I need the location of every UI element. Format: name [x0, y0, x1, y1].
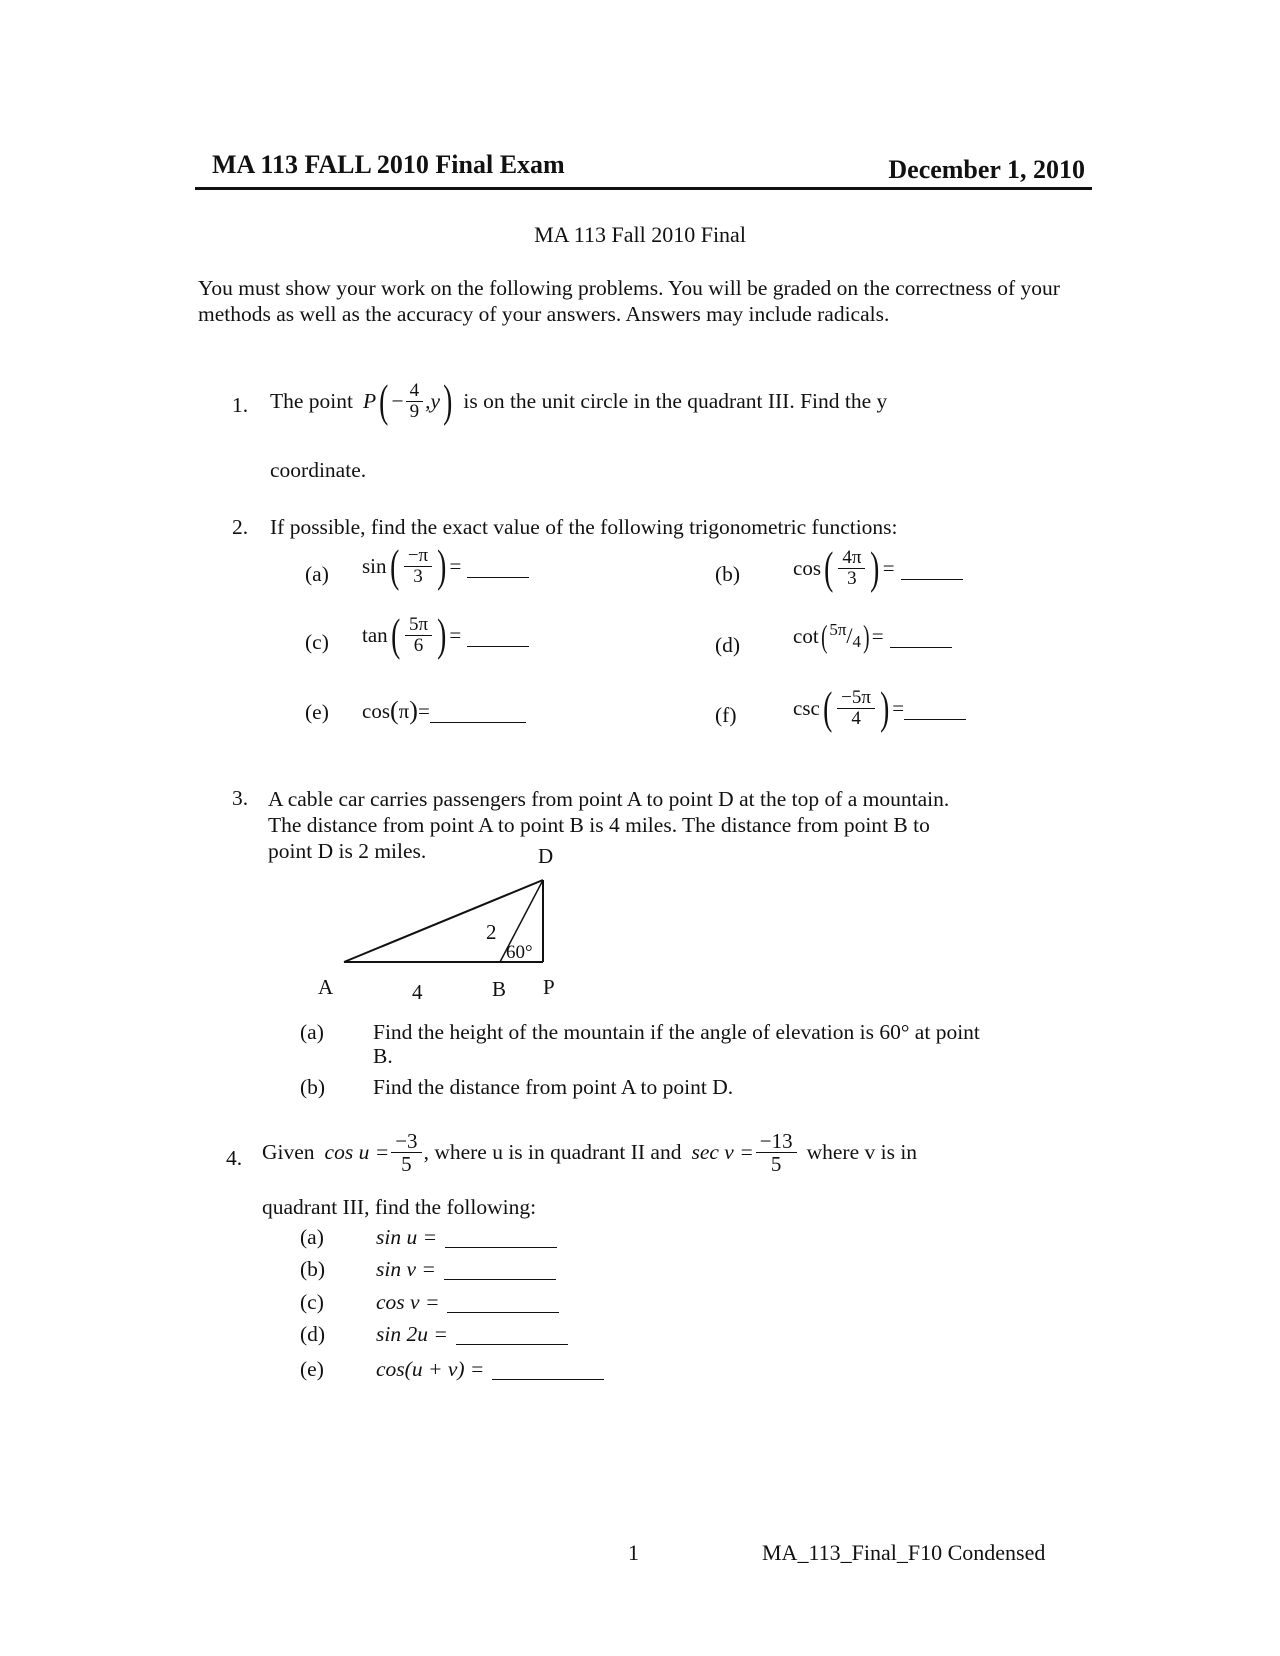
q4-sec-fraction: [756, 1130, 797, 1175]
page-number: 1: [628, 1540, 639, 1565]
q4-cos-fraction: [391, 1130, 421, 1175]
header-rule: [195, 187, 1092, 190]
q2d-num: 5π: [829, 620, 847, 639]
paren-open: (: [822, 682, 833, 733]
q2e-label: (e): [305, 700, 329, 724]
q4e-row: [376, 1357, 604, 1382]
q1-fraction: [406, 381, 424, 422]
q2d-label: (d): [715, 633, 741, 657]
q4c-answer-blank[interactable]: [447, 1290, 559, 1313]
q3-line1: A cable car carries passengers from point A to point D at the top of a mountain.: [268, 787, 950, 811]
q2b-den: 3: [847, 567, 857, 589]
q2b-fraction: [838, 548, 865, 589]
paren-close: ): [863, 618, 870, 654]
q4c-row: [376, 1290, 559, 1315]
q3-line2: The distance from point A to point B is 4 miles. The distance from point B to: [268, 813, 930, 837]
q4c-expr: cos v =: [376, 1290, 440, 1314]
q4-cos-num: −3: [391, 1130, 421, 1153]
q2a-num: −π: [404, 546, 432, 567]
q2c-answer-blank[interactable]: [467, 624, 529, 647]
triangle-svg: [300, 850, 600, 1000]
q2f-expr: [793, 682, 966, 733]
q4b-answer-blank[interactable]: [444, 1257, 556, 1280]
q4-cos-u: cos u =: [324, 1140, 390, 1165]
q2b-num: 4π: [838, 548, 865, 569]
q3a-label: (a): [300, 1020, 324, 1044]
exam-date: December 1, 2010: [888, 155, 1085, 184]
q4-line2: quadrant III, find the following:: [262, 1195, 537, 1219]
q4-cos-den: 5: [401, 1152, 412, 1177]
q2a-eq: =: [449, 553, 462, 578]
q2a-expr: [362, 540, 529, 591]
q2c-expr: [362, 609, 529, 660]
q3b-label: (b): [300, 1075, 326, 1099]
q4e-answer-blank[interactable]: [492, 1357, 604, 1380]
q3-line3: point D is 2 miles.: [268, 839, 427, 863]
q2d-fn: cot: [793, 623, 819, 648]
q4d-answer-blank[interactable]: [456, 1322, 568, 1345]
page-subtitle: MA 113 Fall 2010 Final: [534, 222, 746, 247]
q1-point-name: P: [363, 388, 377, 413]
q4-where-v: where v is in: [806, 1140, 918, 1165]
q2f-den: 4: [851, 707, 861, 729]
paren-close: ): [880, 682, 890, 733]
q2e-fn: cos: [362, 698, 390, 723]
label-ab: 4: [412, 980, 423, 1004]
q2e-eq: =: [417, 698, 430, 723]
q2d-slash: /: [846, 623, 853, 648]
exam-title: MA 113 FALL 2010 Final Exam: [212, 150, 565, 179]
q4a-label: (a): [300, 1225, 324, 1249]
q2e-answer-blank[interactable]: [430, 700, 526, 723]
q2e-arg: π: [398, 698, 410, 723]
q2a-answer-blank[interactable]: [467, 555, 529, 578]
q2f-num: −5π: [837, 688, 875, 709]
q2f-eq: =: [892, 695, 905, 720]
q1-minus: −: [391, 388, 404, 413]
label-bd: 2: [486, 920, 497, 944]
q2f-answer-blank[interactable]: [904, 697, 966, 720]
q4a-row: [376, 1225, 557, 1250]
q4-where-u: , where u is in quadrant II and: [423, 1140, 682, 1165]
q1-text-after: is on the unit circle in the quadrant III. Find the y: [463, 388, 888, 413]
q3a-text-block: [373, 1020, 1093, 1068]
q2a-fraction: [404, 546, 432, 587]
q1-frac-den: 9: [409, 400, 420, 422]
q2d-eq: =: [871, 623, 884, 648]
q2c-fn: tan: [362, 622, 388, 647]
q2c-num: 5π: [405, 615, 432, 636]
q3a-text2: B.: [373, 1044, 393, 1068]
q4b-expr: sin v =: [376, 1257, 436, 1281]
q4c-label: (c): [300, 1290, 324, 1314]
q2d-answer-blank[interactable]: [890, 625, 952, 648]
paren-close: ): [437, 540, 447, 591]
label-d: D: [538, 844, 554, 868]
q2c-eq: =: [449, 622, 462, 647]
q4b-label: (b): [300, 1257, 326, 1281]
q1-text-before: The point: [270, 388, 353, 413]
q4e-expr: cos(u + v) =: [376, 1357, 485, 1381]
q4a-answer-blank[interactable]: [445, 1225, 557, 1248]
paren-close: ): [437, 609, 447, 660]
q1-line1: [270, 375, 888, 426]
q1-line2: coordinate.: [270, 458, 367, 482]
q4b-row: [376, 1257, 556, 1282]
q4-sec-num: −13: [756, 1130, 797, 1153]
q4d-expr: sin 2u =: [376, 1322, 448, 1346]
q2a-label: (a): [305, 562, 329, 586]
q4d-label: (d): [300, 1322, 326, 1346]
q2f-fn: csc: [793, 695, 820, 720]
q2f-fraction: [837, 688, 875, 729]
q2c-den: 6: [413, 634, 424, 656]
paren-close: ): [870, 542, 880, 593]
q3-number: 3.: [232, 786, 249, 810]
paren-close: ): [409, 696, 418, 725]
q2a-den: 3: [413, 565, 423, 587]
q2b-fn: cos: [793, 555, 821, 580]
document-name: MA_113_Final_F10 Condensed: [762, 1540, 1046, 1565]
label-p: P: [543, 975, 555, 999]
q1-paren-close: ): [443, 375, 453, 426]
label-b: B: [492, 977, 507, 1001]
q4-sec-den: 5: [770, 1152, 782, 1177]
paren-open: (: [820, 618, 828, 654]
q4a-expr: sin u =: [376, 1225, 438, 1249]
q2-number: 2.: [232, 515, 249, 539]
q4-number: 4.: [226, 1146, 243, 1170]
q2b-expr: [793, 542, 963, 593]
q4e-label: (e): [300, 1357, 324, 1381]
paren-open: (: [390, 696, 399, 725]
label-a: A: [318, 975, 334, 999]
q3b-text: Find the distance from point A to point D.: [373, 1075, 734, 1099]
q4d-row: [376, 1322, 568, 1347]
q4-given: Given: [262, 1140, 315, 1165]
q2c-fraction: [405, 615, 432, 656]
q2b-eq: =: [882, 555, 895, 580]
paren-open: (: [390, 609, 400, 660]
q2-text: If possible, find the exact value of the following trigonometric functions:: [270, 515, 898, 539]
q3a-text: Find the height of the mountain if the angle of elevation is 60° at point: [373, 1020, 980, 1044]
q1-number: 1.: [232, 393, 249, 417]
q2b-label: (b): [715, 562, 741, 586]
q2b-answer-blank[interactable]: [901, 557, 963, 580]
q2f-label: (f): [715, 703, 737, 727]
q4-sec-v: sec v =: [691, 1140, 754, 1165]
q2e-expr: [362, 696, 526, 726]
q1-frac-num: 4: [406, 381, 424, 402]
q2d-expr: [793, 620, 952, 652]
label-angle: 60°: [506, 942, 533, 963]
paren-open: (: [389, 540, 399, 591]
q2c-label: (c): [305, 630, 329, 654]
instructions: You must show your work on the following problems. You will be graded on the correctness of your methods as well as the accuracy of your answers. Answers may include radicals.: [198, 276, 1060, 326]
q1-paren-open: (: [379, 375, 389, 426]
q1-y-var: ,y: [425, 388, 441, 413]
q2d-den: 4: [852, 632, 862, 651]
paren-open: (: [824, 542, 834, 593]
q2a-fn: sin: [362, 553, 387, 578]
q4-line1: [262, 1130, 917, 1175]
